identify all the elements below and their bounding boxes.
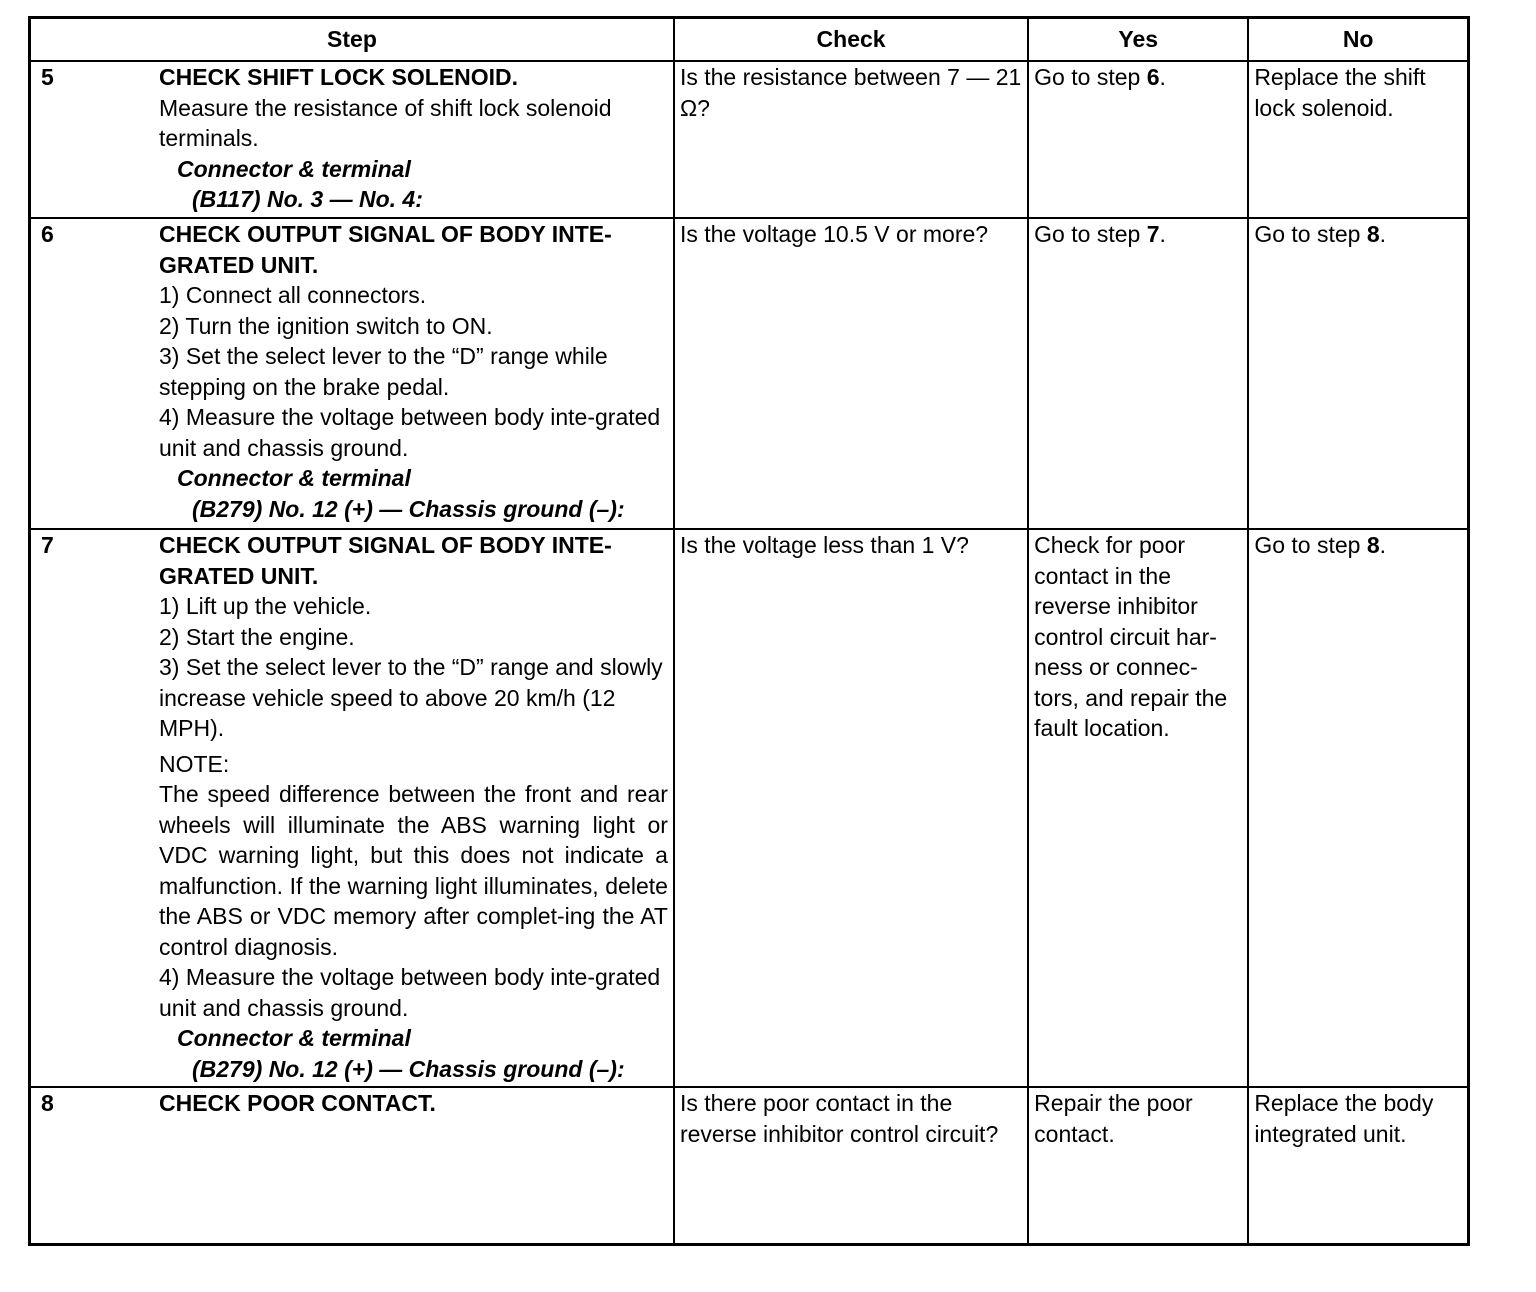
connector-value: (B279) No. 12 (+) — Chassis ground (–):: [192, 495, 625, 522]
no-cell: [1248, 218, 1468, 529]
header-check: Check: [674, 18, 1028, 62]
step-instruction: 1) Lift up the vehicle.: [159, 593, 372, 619]
no-text: Go to step: [1254, 532, 1367, 558]
connector-value: (B279) No. 12 (+) — Chassis ground (–):: [192, 1055, 625, 1082]
yes-text: Go to step: [1034, 221, 1147, 247]
step-number: 5: [41, 64, 54, 90]
yes-step-ref: 7: [1146, 221, 1160, 247]
no-cell: Replace the body integrated unit.: [1248, 1087, 1468, 1245]
yes-cell: Repair the poor contact.: [1028, 1087, 1248, 1245]
check-cell: Is the voltage 10.5 V or more?: [674, 218, 1028, 529]
yes-suffix: .: [1159, 64, 1166, 90]
step-cell: [30, 1087, 674, 1245]
check-cell: Is there poor contact in the reverse inhibitor control circuit?: [674, 1087, 1028, 1245]
header-row: [30, 18, 1469, 62]
step-instruction: 2) Turn the ignition switch to ON.: [159, 312, 493, 339]
step-instruction: 4) Measure the voltage between body inte-grated unit and chassis ground.: [159, 964, 661, 1021]
table-row: [30, 529, 1469, 1087]
header-yes: Yes: [1028, 18, 1248, 62]
connector-label: Connector & terminal: [177, 155, 411, 182]
step-cell: [30, 61, 674, 218]
step-instruction: 3) Set the select lever to the “D” range while stepping on the brake pedal.: [159, 343, 608, 400]
yes-cell: [1028, 218, 1248, 529]
step-title: CHECK OUTPUT SIGNAL OF BODY INTE-GRATED UNIT.: [159, 532, 612, 589]
step-instruction: 1) Connect all connectors.: [159, 282, 427, 308]
step-number: 8: [41, 1090, 54, 1116]
step-cell: [30, 218, 674, 529]
diagnostic-table: [28, 16, 1470, 1246]
table-row: [30, 218, 1469, 529]
no-cell: Replace the shift lock solenoid.: [1248, 61, 1468, 218]
yes-text: Go to step: [1034, 64, 1147, 90]
step-title: CHECK OUTPUT SIGNAL OF BODY INTE-GRATED UNIT.: [159, 221, 612, 278]
note-label: NOTE:: [159, 750, 230, 777]
header-step: Step: [30, 18, 674, 62]
table-row: [30, 1087, 1469, 1245]
step-cell: [30, 529, 674, 1087]
no-text: Go to step: [1254, 221, 1367, 247]
step-instruction: 4) Measure the voltage between body inte-grated unit and chassis ground.: [159, 404, 661, 461]
step-instruction: Measure the resistance of shift lock solenoid terminals.: [159, 94, 612, 151]
note-text: The speed difference between the front and rear wheels will illuminate the ABS warning light or VDC warning light, but this does not indicate a malfunction. If the warning light illuminates, delete the ABS or VDC memory after complet-ing the AT control diagnosis.: [159, 781, 668, 960]
no-step-ref: 8: [1366, 532, 1380, 558]
step-instruction: 3) Set the select lever to the “D” range and slowly increase vehicle speed to above 20 km/h (12 MPH).: [159, 654, 663, 741]
no-suffix: .: [1379, 532, 1387, 558]
no-suffix: .: [1379, 221, 1387, 247]
step-title: CHECK POOR CONTACT.: [159, 1090, 436, 1116]
step-title: CHECK SHIFT LOCK SOLENOID.: [159, 64, 519, 90]
step-instruction: 2) Start the engine.: [159, 623, 355, 650]
yes-cell: [1028, 61, 1248, 218]
yes-suffix: .: [1159, 221, 1166, 247]
yes-step-ref: 6: [1146, 64, 1160, 90]
header-no: No: [1248, 18, 1468, 62]
check-cell: Is the voltage less than 1 V?: [674, 529, 1028, 1087]
connector-value: (B117) No. 3 — No. 4:: [192, 186, 423, 212]
table-row: [30, 61, 1469, 218]
step-number: 7: [41, 532, 54, 558]
step-number: 6: [41, 221, 54, 247]
yes-cell: Check for poor contact in the reverse inhibitor control circuit har-ness or connec-tors, and repair the fault location.: [1028, 529, 1248, 1087]
connector-label: Connector & terminal: [177, 465, 411, 491]
check-cell: Is the resistance between 7 — 21 Ω?: [674, 61, 1028, 218]
no-step-ref: 8: [1366, 221, 1380, 247]
no-cell: [1248, 529, 1468, 1087]
connector-label: Connector & terminal: [177, 1025, 411, 1051]
